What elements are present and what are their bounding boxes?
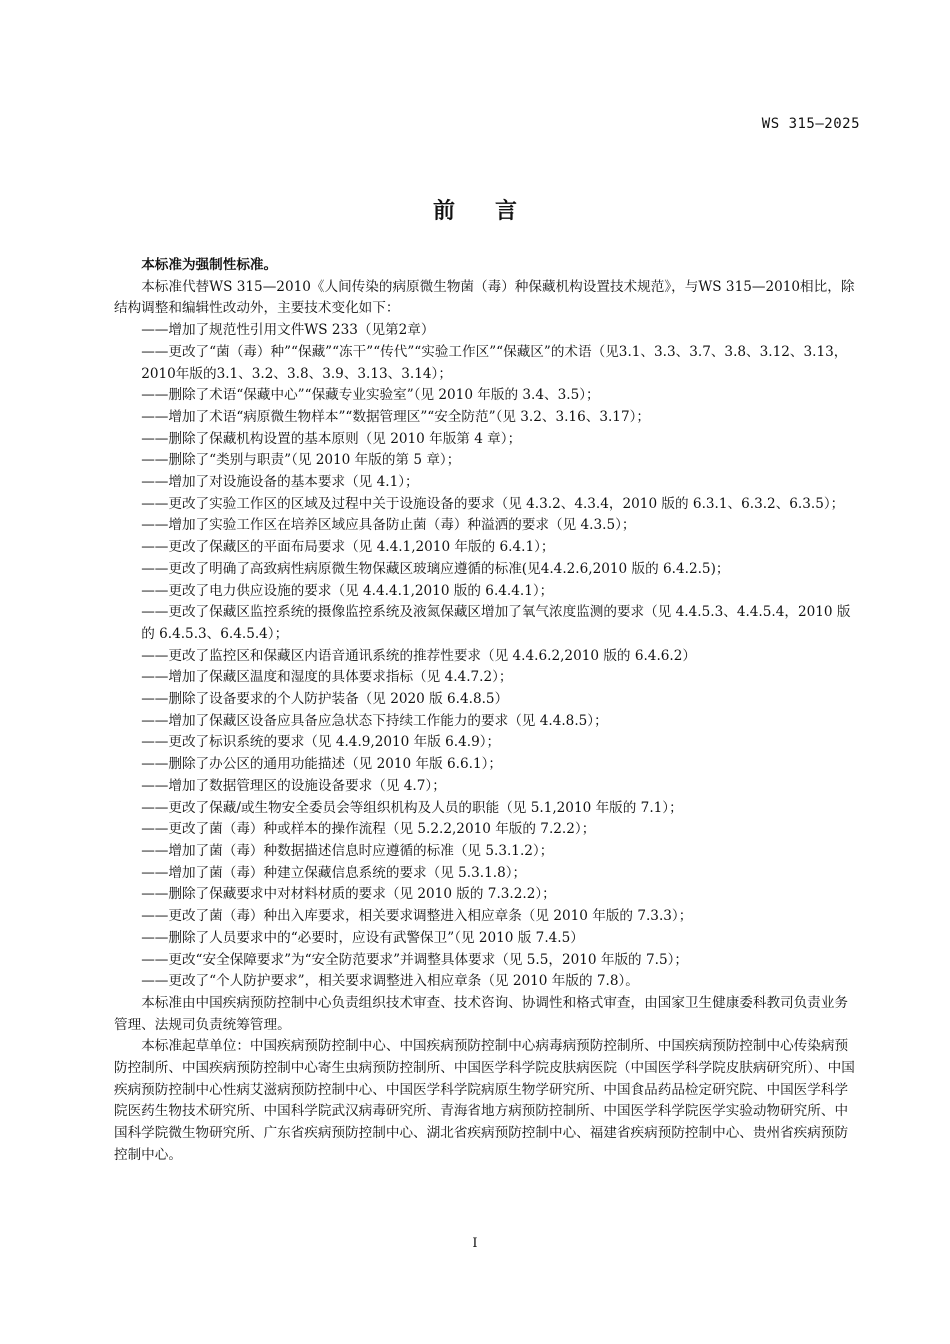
change-item: ——增加了术语“病原微生物样本”“数据管理区”“安全防范”（见 3.2、3.16、3.17）； [141,408,650,425]
change-item: ——删除了办公区的通用功能描述（见 2010 年版 6.6.1）； [141,756,503,773]
change-item: ——更改了“个人防护要求”，相关要求调整进入相应章条（见 2010 年版的 7.8）。 [141,973,639,990]
change-item: ——增加了保藏区设备应具备应急状态下持续工作能力的要求（见 4.4.8.5）； [141,712,608,729]
change-item: ——更改“安全保障要求”为“安全防范要求”并调整具体要求（见 5.5，2010 年版的 7.5）； [141,951,688,968]
page-title: 前言 [432,199,557,224]
change-list [114,320,858,993]
change-item: ——更改了保藏/或生物安全委员会等组织机构及人员的职能（见 5.1,2010 年版的 7.1）； [141,799,683,816]
change-item: ——更改了标识系统的要求（见 4.4.9,2010 年版 6.4.9）； [141,734,501,751]
page-number: I [472,1236,478,1251]
change-item: ——增加了规范性引用文件WS 233（见第2章） [141,322,435,339]
standard-code: WS 315—2025 [761,116,860,132]
change-item: ——删除了术语“保藏中心”“保藏专业实验室”（见 2010 年版的 3.4、3.5）； [141,387,600,404]
change-item: ——更改了明确了高致病性病原微生物保藏区玻璃应遵循的标准(见4.4.2.6,2010 版的 6.4.2.5)； [141,560,730,577]
change-item: ——增加了菌（毒）种数据描述信息时应遵循的标准（见 5.3.1.2）； [141,842,554,859]
change-item: ——删除了人员要求中的“必要时，应设有武警保卫”（见 2010 版 7.4.5） [141,929,584,946]
drafting-units: 本标准起草单位：中国疾病预防控制中心、中国疾病预防控制中心病毒病预防控制所、中国疾病预防控制中心传染病预防控制所、中国疾病预防控制中心寄生虫病预防控制所、中国医学科学院皮肤病医院（中国医学科学院皮肤病研究所）、中国疾病预防控制中心性病艾滋病预防控制中心、中国医学科学院病原生物学研究所、中国食品药品检定研究院、中国医学科学院医药生物技术研究所、中国科学院武汉病毒研究所、青海省地方病预防控制所、中国医学科学院医学实验动物研究所、中国科学院微生物研究所、广东省疾病预防控制中心、湖北省疾病预防控制中心、福建省疾病预防控制中心、贵州省疾病预防控制中心。 [114,1038,855,1163]
change-item: ——增加了对设施设备的基本要求（见 4.1）； [141,474,419,491]
change-item: ——删除了保藏机构设置的基本原则（见 2010 年版第 4 章）； [141,430,522,447]
change-item: ——更改了保藏区的平面布局要求（见 4.4.1,2010 年版的 6.4.1）； [141,539,555,556]
change-item: ——增加了实验工作区在培养区域应具备防止菌（毒）种溢洒的要求（见 4.3.5）； [141,517,636,534]
mandatory-statement: 本标准为强制性标准。 [141,257,278,273]
change-item: ——增加了数据管理区的设施设备要求（见 4.7）； [141,777,446,794]
change-item: ——删除了设备要求的个人防护装备（见 2020 版 6.4.8.5） [141,691,509,708]
document-body [114,255,858,1167]
change-item: ——更改了监控区和保藏区内语音通讯系统的推荐性要求（见 4.4.6.2,2010 版的 6.4.6.2） [141,647,696,664]
change-item: ——更改了实验工作区的区域及过程中关于设施设备的要求（见 4.3.2、4.3.4，2010 版的 6.3.1、6.3.2、6.3.5）； [141,495,845,512]
change-item: ——更改了“菌（毒）种”“保藏”“冻干”“传代”“实验工作区”“保藏区”的术语（见3.1、3.3、3.7、3.8、3.12、3.13，2010年版的3.1、3.2、3.8、3.9、3.13、3.14）； [141,343,848,382]
responsibility-statement: 本标准由中国疾病预防控制中心负责组织技术审查、技术咨询、协调性和格式审查，由国家卫生健康委科教司负责业务管理、法规司负责统筹管理。 [114,994,849,1033]
change-item: ——增加了菌（毒）种建立保藏信息系统的要求（见 5.3.1.8）； [141,864,527,881]
change-item: ——更改了电力供应设施的要求（见 4.4.4.1,2010 版的 6.4.4.1）； [141,582,554,599]
change-item: ——删除了“类别与职责”（见 2010 年版的第 5 章）； [141,452,461,469]
change-item: ——更改了菌（毒）种出入库要求，相关要求调整进入相应章条（见 2010 年版的 7.3.3）； [141,908,693,925]
change-item: ——增加了保藏区温度和湿度的具体要求指标（见 4.4.7.2）； [141,669,513,686]
change-item: ——更改了保藏区监控系统的摄像监控系统及液氮保藏区增加了氧气浓度监测的要求（见 4.4.5.3、4.4.5.4，2010 版的 6.4.5.3、6.4.5.4）； [141,604,851,642]
change-item: ——更改了菌（毒）种或样本的操作流程（见 5.2.2,2010 年版的 7.2.2）； [141,821,596,838]
change-item: ——删除了保藏要求中对材料材质的要求（见 2010 版的 7.3.2.2）； [141,886,556,903]
replacement-statement: 本标准代替WS 315—2010《人间传染的病原微生物菌（毒）种保藏机构设置技术规范》，与WS 315—2010相比，除结构调整和编辑性改动外，主要技术变化如下： [114,278,855,317]
